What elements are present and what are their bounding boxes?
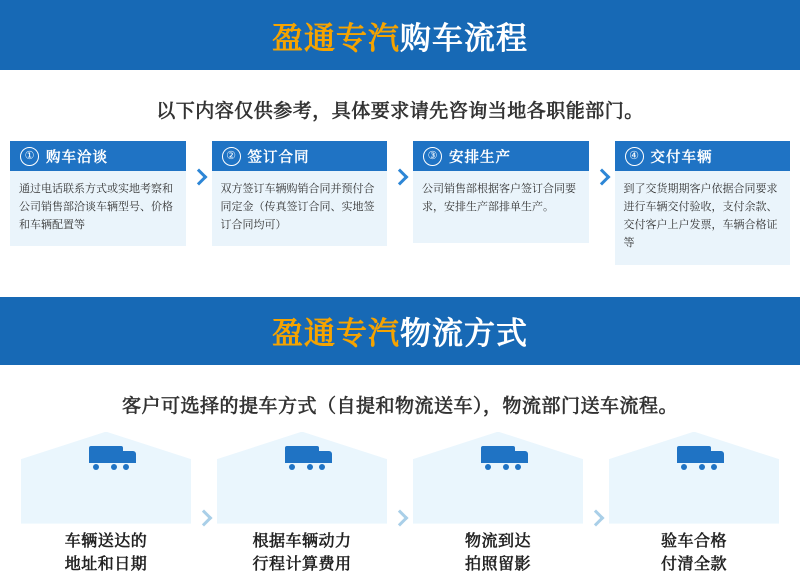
logistics-step-3-label (413, 524, 583, 576)
logistics-step-1-line2: 地址和日期 (64, 555, 148, 573)
purchase-process-subtitle: 以下内容仅供参考，具体要求请先咨询当地各职能部门。 (156, 101, 644, 122)
logistics-step-4-label (609, 524, 779, 576)
logistics-step-2-line1: 根据车辆动力 (252, 532, 352, 550)
logistics-arrow-1 (191, 432, 217, 524)
logistics-steps (0, 432, 800, 576)
logistics-title (272, 308, 528, 353)
purchase-process-title (272, 13, 528, 58)
truck-icon (285, 446, 319, 469)
flow-step-3-text: 公司销售部根据客户签订合同要求，安排生产部排单生产。 (422, 183, 576, 214)
logistics-step-3-line2: 拍照留影 (464, 555, 531, 573)
logistics-step-1-shape (21, 432, 191, 524)
logistics-step-2 (217, 432, 387, 576)
flow-step-2-text: 双方签订车辆购销合同并预付合同定金（传真签订合同、实地签订合同均可） (220, 183, 375, 232)
flow-step-1-title: 购车洽谈 (46, 149, 108, 166)
logistics-step-3-shape (413, 432, 583, 524)
truck-icon (89, 446, 123, 469)
flow-step-2-header (212, 141, 388, 171)
flow-step-1-text: 通过电话联系方式或实地考察和公司销售部洽谈车辆型号、价格和车辆配置等 (19, 183, 173, 232)
chevron-right-icon (196, 509, 213, 526)
logistics-step-3 (413, 432, 583, 576)
flow-step-3-header (413, 141, 589, 171)
logistics-step-2-shape (217, 432, 387, 524)
purchase-process-title-highlight: 盈通专汽 (272, 20, 400, 56)
step-number-icon: ③ (423, 147, 442, 166)
logistics-step-1 (21, 432, 191, 576)
logistics-step-4 (609, 432, 779, 576)
step-number-icon: ② (222, 147, 241, 166)
purchase-process-steps (0, 141, 800, 265)
purchase-process-title-rest: 购车流程 (400, 20, 528, 56)
flow-step-4-text: 到了交货期期客户依据合同要求进行车辆交付验收，支付余款、交付客户上户发票，车辆合格证等 (623, 183, 778, 250)
flow-step-4 (615, 141, 791, 265)
chevron-right-icon (593, 169, 610, 186)
logistics-subtitle: 客户可选择的提车方式（自提和物流送车），物流部门送车流程。 (121, 395, 678, 417)
logistics-step-4-shape (609, 432, 779, 524)
flow-arrow-3 (589, 141, 615, 183)
purchase-process-banner (0, 0, 800, 70)
logistics-step-1-label (21, 524, 191, 576)
logistics-title-highlight: 盈通专汽 (272, 316, 400, 352)
logistics-arrow-3 (583, 432, 609, 524)
chevron-right-icon (588, 509, 605, 526)
truck-icon (481, 446, 515, 469)
logistics-title-rest: 物流方式 (400, 316, 528, 352)
flow-step-1-header (10, 141, 186, 171)
flow-step-1 (10, 141, 186, 246)
logistics-step-1-line1: 车辆送达的 (64, 532, 148, 550)
step-number-icon: ④ (625, 147, 644, 166)
logistics-step-4-line1: 验车合格 (660, 532, 727, 550)
flow-step-4-header (615, 141, 791, 171)
step-number-icon: ① (20, 147, 39, 166)
flow-step-3-title: 安排生产 (449, 149, 511, 166)
flow-step-2 (212, 141, 388, 246)
logistics-step-3-line1: 物流到达 (464, 532, 531, 550)
flow-arrow-2 (387, 141, 413, 183)
flow-arrow-1 (186, 141, 212, 183)
flow-step-4-title: 交付车辆 (650, 149, 713, 166)
flow-step-2-title: 签订合同 (247, 149, 310, 166)
truck-icon (677, 446, 711, 469)
logistics-arrow-2 (387, 432, 413, 524)
logistics-step-2-label (217, 524, 387, 576)
chevron-right-icon (392, 509, 409, 526)
chevron-right-icon (392, 169, 409, 186)
flow-step-3 (413, 141, 589, 243)
logistics-step-2-line2: 行程计算费用 (252, 555, 352, 573)
chevron-right-icon (190, 169, 207, 186)
logistics-step-4-line2: 付清全款 (660, 555, 727, 573)
logistics-banner (0, 297, 800, 365)
